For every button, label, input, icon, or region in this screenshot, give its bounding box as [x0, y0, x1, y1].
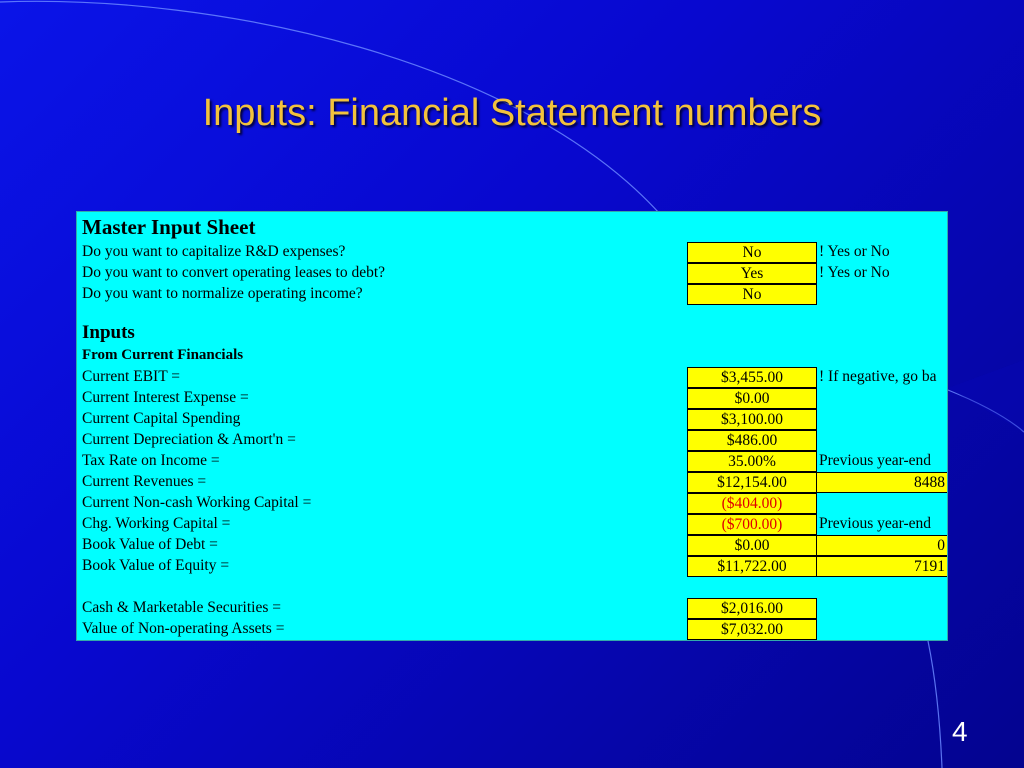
input-note: ! If negative, go ba: [819, 368, 937, 385]
input-row: [77, 387, 948, 408]
input-row: [77, 450, 948, 471]
input-value-cell[interactable]: $7,032.00: [687, 619, 817, 640]
input-label: Tax Rate on Income =: [82, 452, 220, 469]
input-value-cell[interactable]: $2,016.00: [687, 598, 817, 619]
input-note: Previous year-end: [819, 452, 932, 469]
question-answer-cell[interactable]: No: [687, 284, 817, 305]
input-row: [77, 555, 948, 576]
inputs-heading: Inputs: [82, 322, 135, 343]
input-label: Chg. Working Capital =: [82, 515, 231, 532]
page-number: 4: [952, 716, 968, 747]
input-value-cell[interactable]: ($700.00): [687, 514, 817, 535]
input-label: Book Value of Equity =: [82, 557, 230, 574]
input-label: Current Revenues =: [82, 473, 207, 490]
question-row: [77, 283, 948, 304]
input-value-cell[interactable]: $12,154.00: [687, 472, 817, 493]
input-row: [77, 492, 948, 513]
input-label: Current EBIT =: [82, 368, 180, 385]
question-answer-cell[interactable]: No: [687, 242, 817, 263]
sheet-heading: [77, 214, 948, 240]
input-value-cell[interactable]: $486.00: [687, 430, 817, 451]
input-row: [77, 513, 948, 534]
question-label: Do you want to capitalize R&D expenses?: [82, 243, 346, 260]
input-note[interactable]: 8488: [817, 472, 948, 493]
input-label: Current Interest Expense =: [82, 389, 249, 406]
input-row: [77, 429, 948, 450]
input-value-cell[interactable]: $3,100.00: [687, 409, 817, 430]
input-note[interactable]: 7191: [817, 556, 948, 577]
master-input-sheet: [76, 211, 948, 641]
input-row: [77, 471, 948, 492]
input-label: Current Capital Spending: [82, 410, 241, 427]
input-label: Book Value of Debt =: [82, 536, 218, 553]
input-row: [77, 597, 948, 618]
input-value-cell[interactable]: $3,455.00: [687, 367, 817, 388]
input-label: Current Non-cash Working Capital =: [82, 494, 312, 511]
input-note: Previous year-end: [819, 515, 932, 532]
input-row: [77, 618, 948, 639]
input-row: [77, 534, 948, 555]
input-row: [77, 408, 948, 429]
input-label: Cash & Marketable Securities =: [82, 599, 281, 616]
question-row: [77, 241, 948, 262]
question-answer-cell[interactable]: Yes: [687, 263, 817, 284]
sheet-heading-text: Master Input Sheet: [82, 215, 256, 239]
question-label: Do you want to convert operating leases to debt?: [82, 264, 386, 281]
from-current-heading: From Current Financials: [82, 347, 244, 363]
input-note[interactable]: 0: [817, 535, 948, 556]
question-note: ! Yes or No: [819, 264, 890, 281]
inputs-heading-row: [77, 321, 948, 345]
input-value-cell[interactable]: $0.00: [687, 388, 817, 409]
input-label: Current Depreciation & Amort'n =: [82, 431, 296, 448]
input-label: Value of Non-operating Assets =: [82, 620, 285, 637]
question-note: ! Yes or No: [819, 243, 890, 260]
from-current-heading-row: [77, 345, 948, 366]
input-value-cell[interactable]: $11,722.00: [687, 556, 817, 577]
input-value-cell[interactable]: $0.00: [687, 535, 817, 556]
slide-title: Inputs: Financial Statement numbers: [202, 92, 822, 134]
input-value-cell[interactable]: 35.00%: [687, 451, 817, 472]
question-label: Do you want to normalize operating income?: [82, 285, 363, 302]
question-row: [77, 262, 948, 283]
input-value-cell[interactable]: ($404.00): [687, 493, 817, 514]
input-row: [77, 366, 948, 387]
